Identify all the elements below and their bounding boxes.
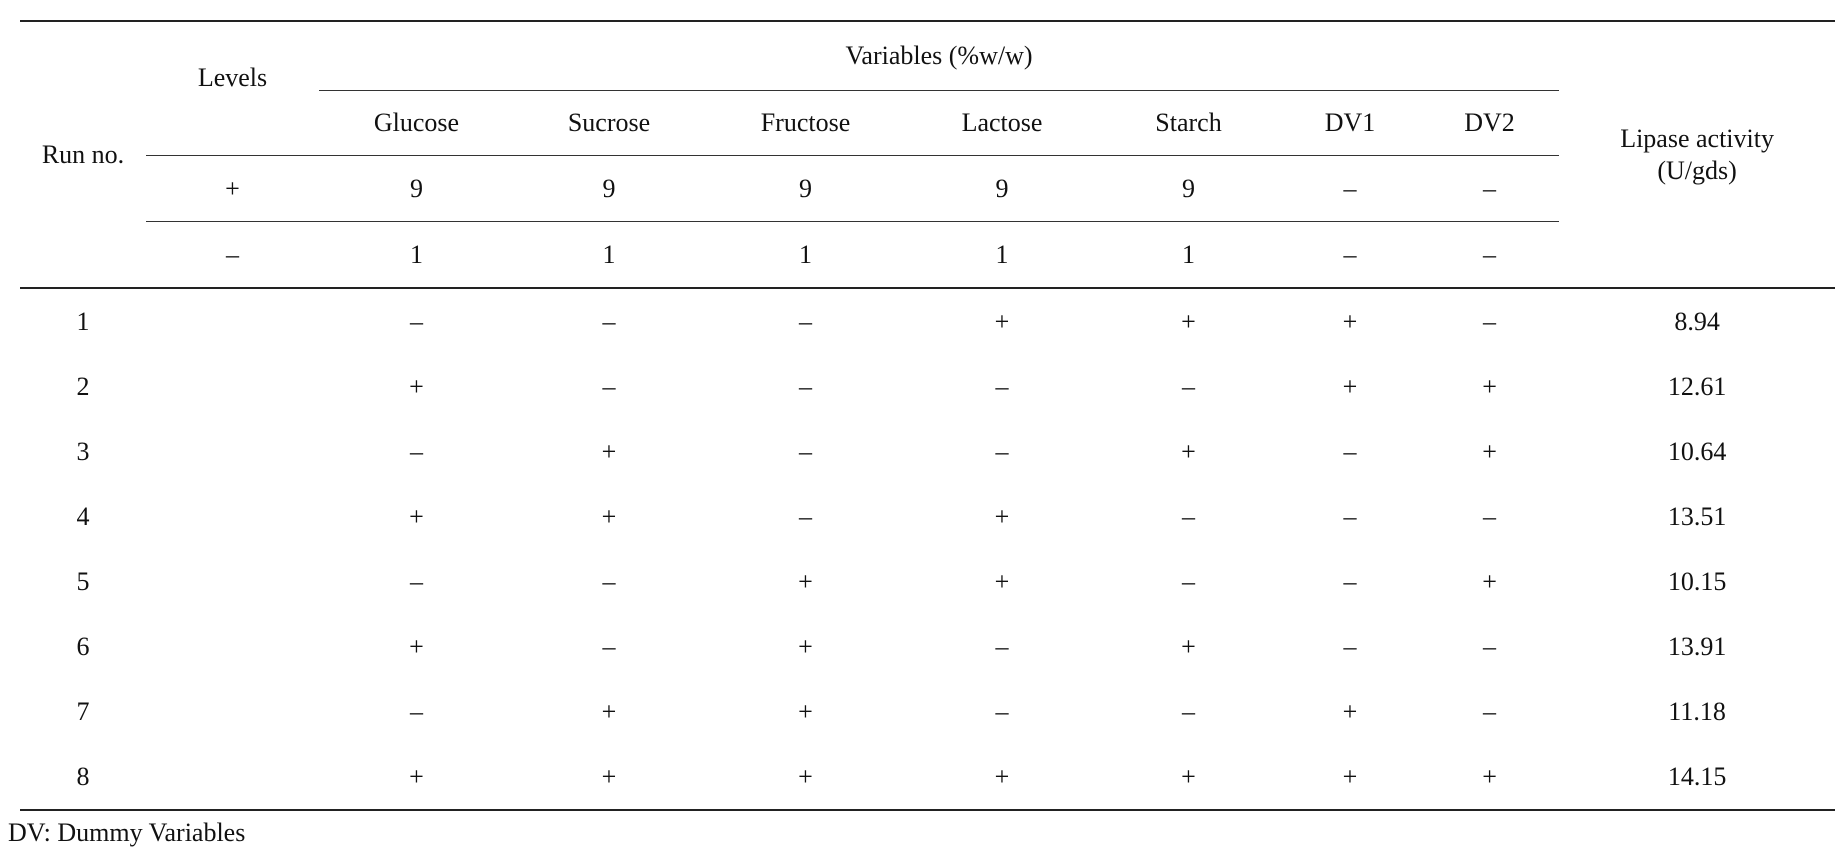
variable-header: Fructose — [704, 91, 907, 156]
run-no-header: Run no. — [20, 21, 146, 288]
design-cell: – — [1182, 501, 1195, 531]
variable-header: DV1 — [1280, 91, 1420, 156]
run-number: 7 — [76, 696, 90, 726]
table-row — [20, 484, 1835, 549]
run-number: 5 — [76, 566, 90, 596]
levels-empty-cell — [146, 744, 319, 810]
variable-header: Sucrose — [514, 91, 704, 156]
design-cell: – — [410, 566, 423, 596]
design-cell: – — [602, 631, 616, 661]
design-cell: + — [798, 631, 813, 661]
level-value: 1 — [319, 222, 514, 289]
variable-header: Glucose — [319, 91, 514, 156]
design-cell: + — [409, 371, 424, 401]
design-cell: – — [799, 371, 812, 401]
run-number: 2 — [76, 371, 90, 401]
design-cell: + — [994, 306, 1010, 336]
design-cell: – — [410, 436, 423, 466]
levels-empty-cell — [146, 419, 319, 484]
levels-empty-cell — [146, 484, 319, 549]
design-cell: – — [410, 306, 423, 336]
design-cell: + — [1181, 631, 1196, 661]
levels-empty-cell — [146, 354, 319, 419]
table-row — [20, 614, 1835, 679]
design-cell: – — [1182, 371, 1195, 401]
design-cell: + — [704, 744, 907, 810]
lipase-activity-value: 8.94 — [1674, 306, 1720, 336]
levels-empty-cell — [146, 614, 319, 679]
level-value: – — [1280, 222, 1420, 289]
design-cell: + — [798, 696, 813, 726]
level-value: 1 — [514, 222, 704, 289]
design-cell: + — [319, 744, 514, 810]
level-symbol: – — [146, 222, 319, 289]
design-cell: – — [799, 501, 812, 531]
design-cell: + — [1181, 436, 1196, 466]
design-cell: + — [514, 744, 704, 810]
design-cell: – — [1343, 501, 1357, 531]
lipase-activity-value: 10.64 — [1667, 436, 1727, 466]
design-cell: – — [799, 436, 812, 466]
level-value: – — [1420, 156, 1559, 222]
lipase-activity-header: Lipase activity (U/gds) — [1559, 21, 1835, 288]
table-row — [20, 354, 1835, 419]
level-value: – — [1420, 222, 1559, 289]
design-cell: – — [602, 371, 616, 401]
design-cell: – — [995, 371, 1009, 401]
design-cell: + — [1280, 744, 1420, 810]
level-value: 1 — [907, 222, 1097, 289]
table-row — [20, 288, 1835, 354]
design-cell: – — [602, 566, 616, 596]
variables-group-header: Variables (%w/w) — [319, 21, 1559, 91]
design-cell: + — [1181, 306, 1196, 336]
design-cell: + — [601, 501, 617, 531]
levels-header: Levels — [146, 21, 319, 156]
design-cell: + — [1342, 696, 1358, 726]
design-cell: + — [1342, 306, 1358, 336]
design-cell: + — [798, 566, 813, 596]
design-cell: + — [1420, 744, 1559, 810]
lipase-activity-value: 12.61 — [1667, 371, 1727, 401]
levels-empty-cell — [146, 679, 319, 744]
level-value: 9 — [1097, 156, 1280, 222]
design-cell: – — [1483, 501, 1497, 531]
lipase-activity-value: 11.18 — [1668, 696, 1726, 726]
level-value: 1 — [704, 222, 907, 289]
levels-empty-cell — [146, 288, 319, 354]
run-number: 4 — [76, 501, 90, 531]
design-cell: + — [994, 501, 1010, 531]
design-cell: – — [995, 631, 1009, 661]
table-row — [20, 549, 1835, 614]
design-cell: – — [1182, 696, 1195, 726]
table-row — [20, 419, 1835, 484]
design-cell: + — [1482, 371, 1497, 401]
design-cell: + — [409, 501, 424, 531]
run-number: 8 — [20, 744, 146, 810]
design-cell: + — [1482, 436, 1497, 466]
lipase-activity-value: 13.51 — [1667, 501, 1727, 531]
level-value: 9 — [514, 156, 704, 222]
design-cell: – — [1343, 631, 1357, 661]
plackett-burman-table — [20, 20, 1835, 811]
design-cell: – — [602, 306, 616, 336]
design-cell: – — [1343, 566, 1357, 596]
design-cell: – — [1483, 631, 1497, 661]
design-cell: + — [409, 631, 424, 661]
table-row — [20, 679, 1835, 744]
variable-header: DV2 — [1420, 91, 1559, 156]
design-cell: – — [995, 436, 1009, 466]
design-cell: + — [994, 566, 1010, 596]
design-cell: + — [907, 744, 1097, 810]
design-cell: – — [1182, 566, 1195, 596]
design-cell: – — [1483, 306, 1497, 336]
level-value: 1 — [1097, 222, 1280, 289]
level-value: 9 — [907, 156, 1097, 222]
run-number: 3 — [76, 436, 90, 466]
level-value: 9 — [319, 156, 514, 222]
table-row — [20, 744, 1835, 810]
design-cell: – — [799, 306, 812, 336]
table-footnote: DV: Dummy Variables — [8, 818, 246, 847]
level-value: – — [1280, 156, 1420, 222]
lipase-activity-value: 10.15 — [1667, 566, 1727, 596]
design-cell: + — [601, 436, 617, 466]
design-table-container — [20, 20, 1835, 811]
design-cell: – — [995, 696, 1009, 726]
run-number: 6 — [76, 631, 90, 661]
level-symbol: + — [146, 156, 319, 222]
design-cell: + — [1097, 744, 1280, 810]
level-value: 9 — [704, 156, 907, 222]
lipase-activity-value: 13.91 — [1667, 631, 1727, 661]
run-number: 1 — [76, 306, 90, 336]
design-cell: – — [1343, 436, 1357, 466]
design-cell: – — [1483, 696, 1497, 726]
design-cell: – — [410, 696, 423, 726]
variable-header: Starch — [1097, 91, 1280, 156]
variable-header: Lactose — [907, 91, 1097, 156]
levels-empty-cell — [146, 549, 319, 614]
design-cell: + — [601, 696, 617, 726]
design-cell: + — [1342, 371, 1358, 401]
lipase-activity-value: 14.15 — [1559, 744, 1835, 810]
design-cell: + — [1482, 566, 1497, 596]
